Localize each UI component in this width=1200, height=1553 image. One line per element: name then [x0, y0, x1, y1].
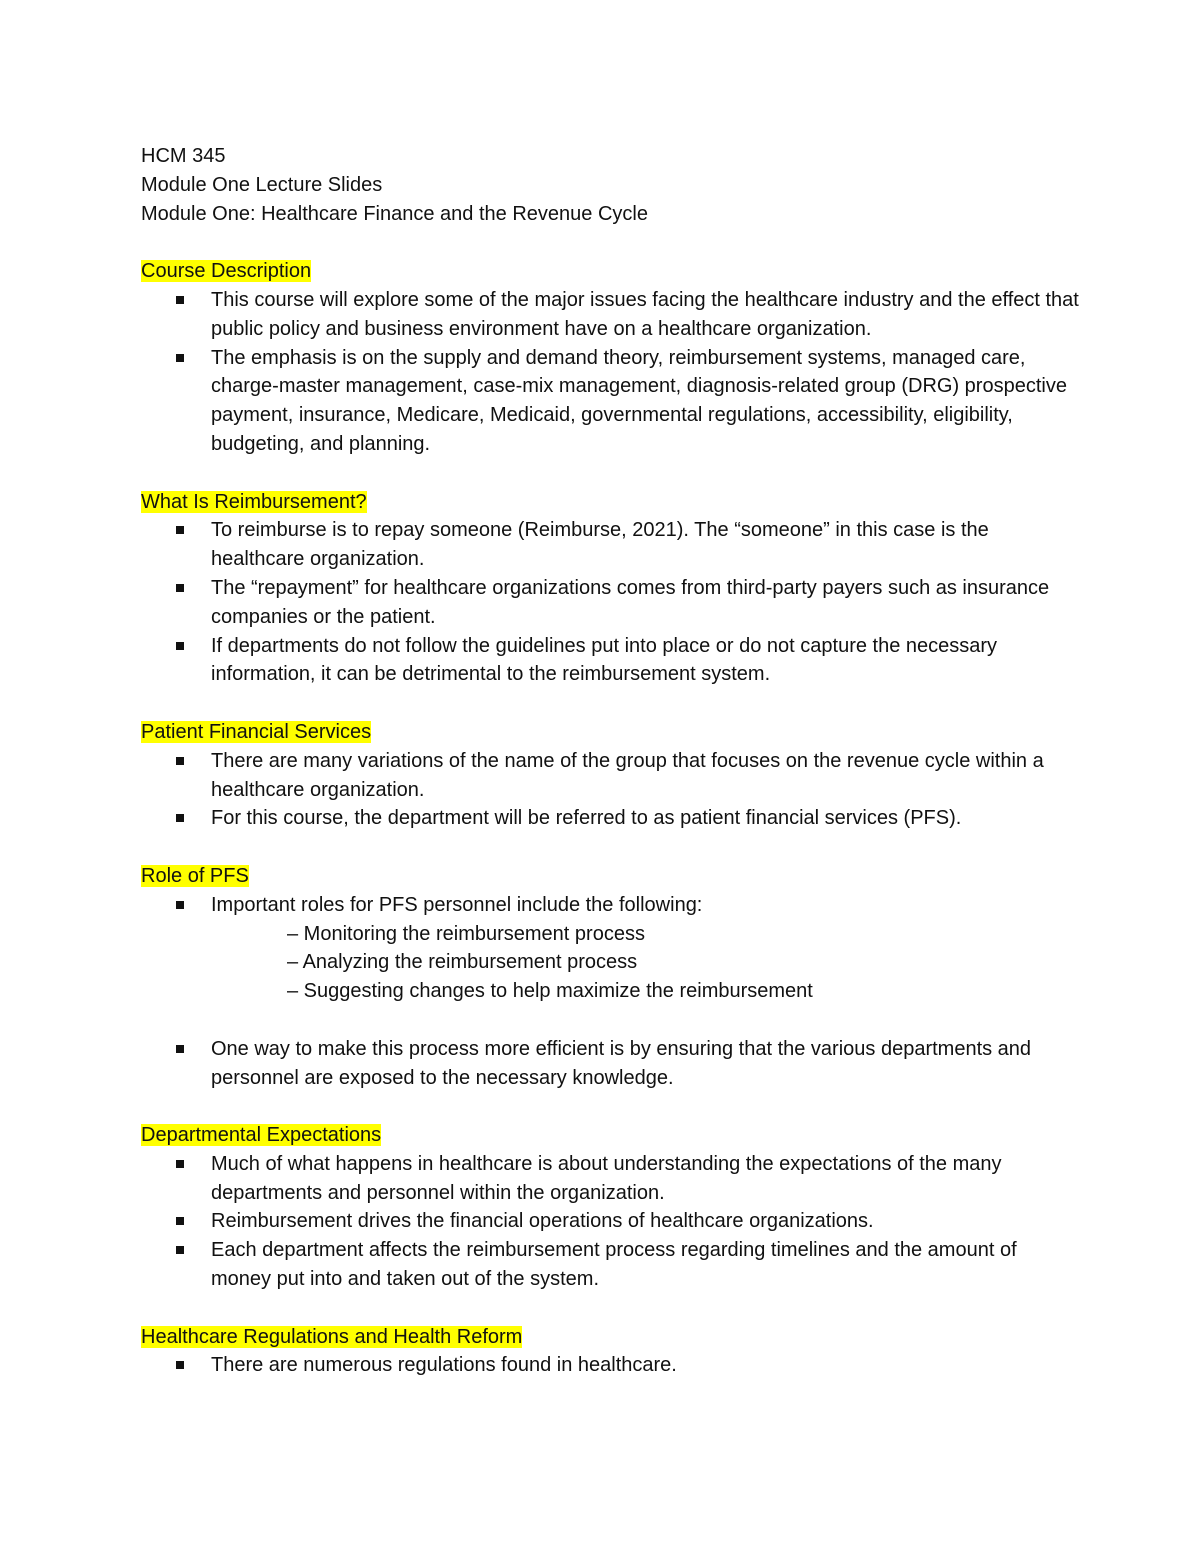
section-heading — [141, 1121, 1081, 1150]
section-course-description — [141, 257, 1081, 459]
list-item-text: Much of what happens in healthcare is about understanding the expectations of the many departments and personnel within the organization. — [211, 1152, 1002, 1204]
sub-list-item: – Analyzing the reimbursement process — [287, 951, 638, 974]
list-item — [141, 632, 1081, 690]
list-item — [141, 1236, 1081, 1294]
section-heading — [141, 862, 1081, 891]
list-item — [141, 1035, 1081, 1093]
list-item-text: For this course, the department will be referred to as patient financial services (PFS). — [211, 807, 962, 830]
section-patient-financial-services — [141, 718, 1081, 833]
highlighted-heading-text: Patient Financial Services — [141, 720, 372, 743]
document-subtitle: Module One Lecture Slides — [141, 173, 383, 196]
sub-list-item: – Monitoring the reimbursement process — [287, 922, 645, 945]
square-bullet-icon — [176, 584, 184, 592]
bullet-list — [141, 1150, 1081, 1294]
section-role-of-pfs — [141, 862, 1081, 1092]
list-item — [141, 804, 1081, 833]
square-bullet-icon — [176, 642, 184, 650]
list-item — [141, 286, 1081, 344]
square-bullet-icon — [176, 1160, 184, 1168]
list-item-text: The “repayment” for healthcare organizations comes from third-party payers such as insurance companies or the patient. — [211, 576, 1050, 628]
list-item-text: There are many variations of the name of the group that focuses on the revenue cycle within a healthcare organization. — [211, 749, 1044, 801]
list-item — [141, 1351, 1081, 1380]
section-heading — [141, 488, 1081, 517]
list-item — [141, 891, 1081, 1035]
square-bullet-icon — [176, 354, 184, 362]
bullet-list — [141, 286, 1081, 459]
square-bullet-icon — [176, 1361, 184, 1369]
blank-line — [211, 1006, 1081, 1035]
highlighted-heading-text: What Is Reimbursement? — [141, 490, 367, 513]
list-item-text: If departments do not follow the guidelines put into place or do not capture the necessary information, it can be detrimental to the reimbursement system. — [211, 634, 998, 686]
highlighted-heading-text: Course Description — [141, 260, 312, 283]
section-healthcare-regulations — [141, 1323, 1081, 1381]
list-item — [141, 574, 1081, 632]
square-bullet-icon — [176, 296, 184, 304]
square-bullet-icon — [176, 814, 184, 822]
list-item-text: To reimburse is to repay someone (Reimburse, 2021). The “someone” in this case is the healthcare organization. — [211, 519, 989, 571]
highlighted-heading-text: Departmental Expectations — [141, 1124, 382, 1147]
square-bullet-icon — [176, 901, 184, 909]
highlighted-heading-text: Healthcare Regulations and Health Reform — [141, 1325, 523, 1348]
list-item — [141, 1207, 1081, 1236]
module-title: Module One: Healthcare Finance and the Revenue Cycle — [141, 202, 648, 225]
square-bullet-icon — [176, 1045, 184, 1053]
course-code: HCM 345 — [141, 145, 226, 167]
bullet-list — [141, 1351, 1081, 1380]
bullet-list — [141, 747, 1081, 833]
square-bullet-icon — [176, 1246, 184, 1254]
list-item-text: Reimbursement drives the financial operations of healthcare organizations. — [211, 1210, 874, 1233]
highlighted-heading-text: Role of PFS — [141, 864, 249, 887]
sub-list — [211, 920, 1081, 1006]
square-bullet-icon — [176, 1217, 184, 1225]
list-item-text: This course will explore some of the major issues facing the healthcare industry and the effect that public policy and business environment have on a healthcare organization. — [211, 288, 1079, 340]
section-heading — [141, 257, 1081, 286]
section-heading — [141, 1323, 1081, 1352]
sub-list-item: – Suggesting changes to help maximize the reimbursement — [287, 980, 813, 1003]
list-item — [141, 1150, 1081, 1208]
list-item — [141, 516, 1081, 574]
bullet-list — [141, 891, 1081, 1093]
section-heading — [141, 718, 1081, 747]
section-what-is-reimbursement — [141, 488, 1081, 690]
list-item-text: Each department affects the reimbursement process regarding timelines and the amount of money put into and taken out of the system. — [211, 1239, 1017, 1291]
list-item-text: One way to make this process more efficient is by ensuring that the various departments and personnel are exposed to the necessary knowledge. — [211, 1037, 1032, 1089]
square-bullet-icon — [176, 757, 184, 765]
list-item-text: Important roles for PFS personnel include the following: — [211, 893, 703, 916]
square-bullet-icon — [176, 526, 184, 534]
bullet-list — [141, 516, 1081, 689]
section-departmental-expectations — [141, 1121, 1081, 1294]
list-item — [141, 344, 1081, 459]
list-item-text: The emphasis is on the supply and demand theory, reimbursement systems, managed care, charge-master management, case-mix management, diagnosis-related group (DRG) prospective payment, insurance, Medicare, Medicaid, governmental regulations, accessibility, eligibility, budgeting, and planning. — [211, 346, 1067, 455]
list-item-text: There are numerous regulations found in healthcare. — [211, 1354, 677, 1377]
list-item — [141, 747, 1081, 805]
document-body — [141, 142, 1081, 1380]
